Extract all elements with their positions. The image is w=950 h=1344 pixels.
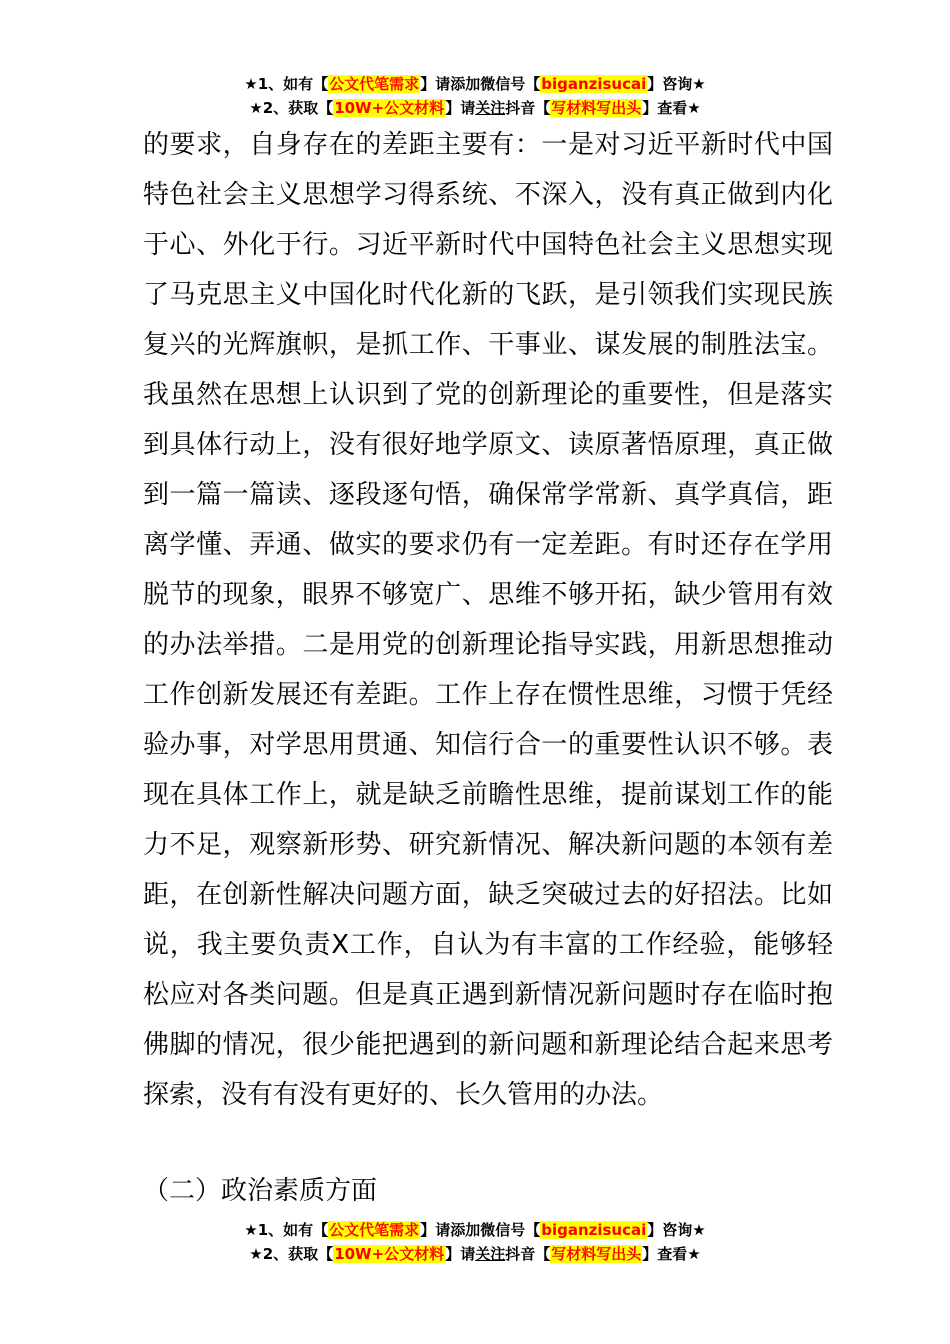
banner-text: 】咨询★	[647, 75, 706, 93]
star-icon: ★	[249, 99, 263, 117]
banner-text: 】请添加微信号【	[420, 75, 541, 93]
document-body	[143, 120, 833, 1120]
highlight-douyin-account: 写材料写出头	[551, 1245, 642, 1263]
banner-text: 2、获取【	[262, 99, 334, 117]
star-icon: ★	[244, 1221, 258, 1239]
header-banner-line-1	[0, 72, 950, 96]
banner-text: 】请	[445, 1245, 476, 1263]
section-heading: （二）政治素质方面	[143, 1176, 378, 1206]
highlight-wechat-id: biganzisucai	[541, 1221, 647, 1239]
banner-text: 】咨询★	[647, 1221, 706, 1239]
banner-text: 1、如有【	[257, 1221, 329, 1239]
underlined-follow: 关注	[475, 99, 506, 117]
footer-banner-line-1	[0, 1218, 950, 1242]
highlight-wechat-id: biganzisucai	[541, 75, 647, 93]
underlined-follow: 关注	[475, 1245, 506, 1263]
highlight-service: 公文代笔需求	[329, 75, 420, 93]
banner-text: 】查看★	[642, 1245, 701, 1263]
highlight-materials: 10W+公文材料	[334, 1245, 445, 1263]
banner-text: 1、如有【	[257, 75, 329, 93]
banner-text: 】查看★	[642, 99, 701, 117]
banner-text: 】请	[445, 99, 476, 117]
star-icon: ★	[249, 1245, 263, 1263]
footer-banner	[0, 1218, 950, 1266]
star-icon: ★	[244, 75, 258, 93]
header-banner	[0, 72, 950, 120]
highlight-service: 公文代笔需求	[329, 1221, 420, 1239]
highlight-douyin-account: 写材料写出头	[551, 99, 642, 117]
body-paragraph: 的要求，自身存在的差距主要有：一是对习近平新时代中国特色社会主义思想学习得系统、不深入，没有真正做到内化于心、外化于行。习近平新时代中国特色社会主义思想实现了马克思主义中国化时代化新的飞跃，是引领我们实现民族复兴的光辉旗帜，是抓工作、干事业、谋发展的制胜法宝。我虽然在思想上认识到了党的创新理论的重要性，但是落实到具体行动上，没有很好地学原文、读原著悟原理，真正做到一篇一篇读、逐段逐句悟，确保常学常新、真学真信，距离学懂、弄通、做实的要求仍有一定差距。有时还存在学用脱节的现象，眼界不够宽广、思维不够开拓，缺少管用有效的办法举措。二是用党的创新理论指导实践，用新思想推动工作创新发展还有差距。工作上存在惯性思维，习惯于凭经验办事，对学思用贯通、知信行合一的重要性认识不够。表现在具体工作上，就是缺乏前瞻性思维，提前谋划工作的能力不足，观察新形势、研究新情况、解决新问题的本领有差距，在创新性解决问题方面，缺乏突破过去的好招法。比如说，我主要负责X工作，自认为有丰富的工作经验，能够轻松应对各类问题。但是真正遇到新情况新问题时存在临时抱佛脚的情况，很少能把遇到的新问题和新理论结合起来思考探索，没有有没有更好的、长久管用的办法。	[143, 130, 833, 1110]
banner-text: 2、获取【	[262, 1245, 334, 1263]
highlight-materials: 10W+公文材料	[334, 99, 445, 117]
header-banner-line-2	[0, 96, 950, 120]
footer-banner-line-2	[0, 1242, 950, 1266]
banner-text: 抖音【	[505, 1245, 551, 1263]
banner-text: 】请添加微信号【	[420, 1221, 541, 1239]
banner-text: 抖音【	[505, 99, 551, 117]
